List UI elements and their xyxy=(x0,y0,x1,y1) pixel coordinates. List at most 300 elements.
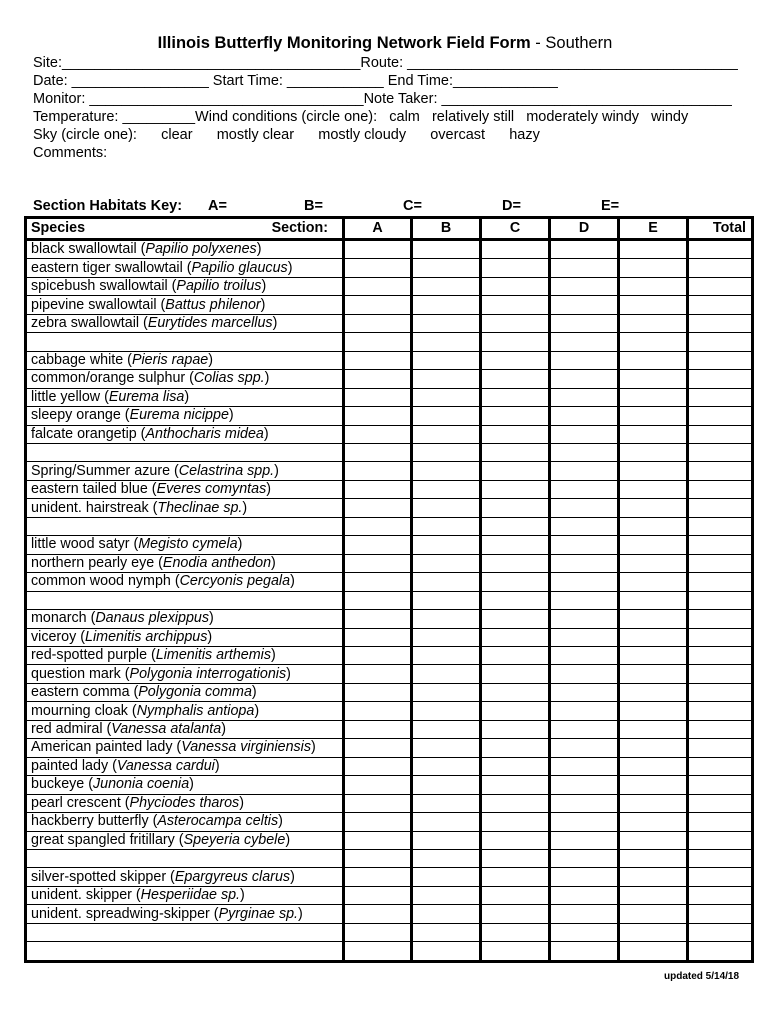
count-cell-e[interactable] xyxy=(619,849,688,867)
count-cell-d[interactable] xyxy=(550,407,619,425)
count-cell-total[interactable] xyxy=(688,646,753,664)
count-cell-e[interactable] xyxy=(619,591,688,609)
count-cell-e[interactable] xyxy=(619,739,688,757)
species-latin-name: Junonia coenia xyxy=(92,776,190,793)
count-cell-c[interactable] xyxy=(481,831,550,849)
count-cell-total[interactable] xyxy=(688,702,753,720)
habitat-key-b[interactable]: B= xyxy=(304,198,323,214)
count-cell-e[interactable] xyxy=(619,259,688,277)
count-cell-b[interactable] xyxy=(412,499,481,517)
count-cell-d[interactable] xyxy=(550,739,619,757)
count-cell-total[interactable] xyxy=(688,905,753,923)
count-cell-e[interactable] xyxy=(619,407,688,425)
count-cell-total[interactable] xyxy=(688,849,753,867)
count-cell-e[interactable] xyxy=(619,628,688,646)
species-latin-name: Eurema lisa xyxy=(108,388,185,405)
count-cell-b[interactable] xyxy=(412,573,481,591)
count-cell-total[interactable] xyxy=(688,536,753,554)
species-common-name: Spring/Summer azure ( xyxy=(31,462,179,479)
count-cell-b[interactable] xyxy=(412,333,481,351)
count-cell-d[interactable] xyxy=(550,720,619,738)
habitat-key-c[interactable]: C= xyxy=(403,198,422,214)
count-cell-d[interactable] xyxy=(550,554,619,572)
count-cell-c[interactable] xyxy=(481,757,550,775)
species-common-name: eastern tailed blue ( xyxy=(31,481,157,498)
species-latin-name: Speyeria cybele xyxy=(183,831,286,848)
species-latin-name: Celastrina spp. xyxy=(178,462,275,479)
species-name-close: ) xyxy=(272,315,278,332)
count-cell-c[interactable] xyxy=(481,573,550,591)
species-latin-name: Vanessa cardui xyxy=(116,757,215,774)
habitat-key-d[interactable]: D= xyxy=(502,198,521,214)
count-cell-c[interactable] xyxy=(481,259,550,277)
count-cell-b[interactable] xyxy=(412,794,481,812)
count-cell-d[interactable] xyxy=(550,499,619,517)
table-row xyxy=(26,425,753,443)
count-cell-e[interactable] xyxy=(619,351,688,369)
count-cell-c[interactable] xyxy=(481,240,550,259)
count-cell-d[interactable] xyxy=(550,646,619,664)
count-cell-b[interactable] xyxy=(412,942,481,962)
count-cell-a[interactable] xyxy=(344,683,412,701)
count-cell-d[interactable] xyxy=(550,942,619,962)
count-cell-total[interactable] xyxy=(688,351,753,369)
count-cell-total[interactable] xyxy=(688,444,753,462)
count-cell-total[interactable] xyxy=(688,462,753,480)
count-cell-a[interactable] xyxy=(344,665,412,683)
count-cell-a[interactable] xyxy=(344,536,412,554)
count-cell-e[interactable] xyxy=(619,905,688,923)
count-cell-e[interactable] xyxy=(619,702,688,720)
count-cell-b[interactable] xyxy=(412,831,481,849)
count-cell-a[interactable] xyxy=(344,240,412,259)
species-latin-name: Colias spp. xyxy=(193,370,265,387)
species-cell xyxy=(26,351,344,369)
count-cell-d[interactable] xyxy=(550,314,619,332)
table-row xyxy=(26,499,753,517)
table-row xyxy=(26,573,753,591)
count-cell-e[interactable] xyxy=(619,296,688,314)
species-name-close: ) xyxy=(221,721,226,738)
count-cell-b[interactable] xyxy=(412,757,481,775)
species-latin-name: Polygonia comma xyxy=(138,684,252,701)
table-row xyxy=(26,794,753,812)
habitats-key-label: Section Habitats Key: xyxy=(33,198,183,214)
temperature-wind-line[interactable]: Temperature: _________Wind conditions (circle one): calm relatively still moderately windy windy xyxy=(33,109,689,125)
count-cell-a[interactable] xyxy=(344,628,412,646)
count-cell-d[interactable] xyxy=(550,333,619,351)
count-cell-b[interactable] xyxy=(412,739,481,757)
count-cell-a[interactable] xyxy=(344,720,412,738)
species-name-close: ) xyxy=(266,481,271,498)
count-cell-a[interactable] xyxy=(344,813,412,831)
species-cell xyxy=(26,240,344,259)
table-row xyxy=(26,351,753,369)
count-cell-c[interactable] xyxy=(481,849,550,867)
count-cell-e[interactable] xyxy=(619,277,688,295)
count-cell-a[interactable] xyxy=(344,591,412,609)
count-cell-total[interactable] xyxy=(688,425,753,443)
count-cell-a[interactable] xyxy=(344,739,412,757)
count-cell-b[interactable] xyxy=(412,849,481,867)
count-cell-e[interactable] xyxy=(619,776,688,794)
count-cell-e[interactable] xyxy=(619,388,688,406)
count-cell-b[interactable] xyxy=(412,314,481,332)
count-cell-c[interactable] xyxy=(481,370,550,388)
count-cell-a[interactable] xyxy=(344,296,412,314)
table-row xyxy=(26,591,753,609)
count-cell-a[interactable] xyxy=(344,314,412,332)
count-cell-total[interactable] xyxy=(688,370,753,388)
count-cell-a[interactable] xyxy=(344,868,412,886)
comments-line[interactable]: Comments: xyxy=(33,145,108,161)
count-cell-total[interactable] xyxy=(688,813,753,831)
count-cell-e[interactable] xyxy=(619,794,688,812)
count-cell-d[interactable] xyxy=(550,277,619,295)
count-cell-d[interactable] xyxy=(550,240,619,259)
species-common-name: American painted lady ( xyxy=(31,739,182,756)
species-latin-name: Enodia anthedon xyxy=(162,554,272,571)
count-cell-a[interactable] xyxy=(344,831,412,849)
count-cell-total[interactable] xyxy=(688,554,753,572)
count-cell-d[interactable] xyxy=(550,757,619,775)
count-cell-a[interactable] xyxy=(344,702,412,720)
count-cell-b[interactable] xyxy=(412,259,481,277)
count-cell-c[interactable] xyxy=(481,351,550,369)
count-cell-d[interactable] xyxy=(550,794,619,812)
species-latin-name: Hesperiidae sp. xyxy=(140,887,241,904)
count-cell-c[interactable] xyxy=(481,923,550,941)
count-cell-b[interactable] xyxy=(412,277,481,295)
count-cell-b[interactable] xyxy=(412,536,481,554)
count-cell-e[interactable] xyxy=(619,886,688,904)
count-cell-d[interactable] xyxy=(550,665,619,683)
count-cell-d[interactable] xyxy=(550,462,619,480)
count-cell-e[interactable] xyxy=(619,517,688,535)
count-cell-b[interactable] xyxy=(412,591,481,609)
species-common-name: cabbage white ( xyxy=(31,351,132,368)
count-cell-b[interactable] xyxy=(412,720,481,738)
count-cell-a[interactable] xyxy=(344,757,412,775)
count-cell-c[interactable] xyxy=(481,868,550,886)
count-cell-e[interactable] xyxy=(619,333,688,351)
count-cell-c[interactable] xyxy=(481,499,550,517)
species-common-name: red-spotted purple ( xyxy=(31,647,156,664)
column-header-b: B xyxy=(412,218,481,240)
count-cell-a[interactable] xyxy=(344,610,412,628)
count-cell-e[interactable] xyxy=(619,314,688,332)
count-cell-c[interactable] xyxy=(481,407,550,425)
species-common-name: little yellow ( xyxy=(31,388,109,405)
count-cell-c[interactable] xyxy=(481,554,550,572)
habitat-key-e[interactable]: E= xyxy=(601,198,620,214)
count-cell-d[interactable] xyxy=(550,388,619,406)
count-cell-a[interactable] xyxy=(344,259,412,277)
count-cell-e[interactable] xyxy=(619,499,688,517)
count-cell-c[interactable] xyxy=(481,886,550,904)
species-header xyxy=(26,218,344,240)
count-cell-e[interactable] xyxy=(619,536,688,554)
count-cell-b[interactable] xyxy=(412,628,481,646)
count-cell-c[interactable] xyxy=(481,536,550,554)
count-cell-c[interactable] xyxy=(481,425,550,443)
count-cell-b[interactable] xyxy=(412,517,481,535)
count-cell-a[interactable] xyxy=(344,480,412,498)
count-cell-c[interactable] xyxy=(481,665,550,683)
count-cell-c[interactable] xyxy=(481,720,550,738)
count-cell-e[interactable] xyxy=(619,813,688,831)
count-cell-d[interactable] xyxy=(550,683,619,701)
count-cell-a[interactable] xyxy=(344,923,412,941)
count-cell-total[interactable] xyxy=(688,314,753,332)
count-cell-d[interactable] xyxy=(550,573,619,591)
count-cell-d[interactable] xyxy=(550,370,619,388)
count-cell-a[interactable] xyxy=(344,517,412,535)
count-cell-total[interactable] xyxy=(688,794,753,812)
species-common-name: common wood nymph ( xyxy=(31,573,180,590)
count-cell-c[interactable] xyxy=(481,517,550,535)
count-cell-e[interactable] xyxy=(619,610,688,628)
count-cell-e[interactable] xyxy=(619,683,688,701)
count-cell-total[interactable] xyxy=(688,591,753,609)
count-cell-e[interactable] xyxy=(619,923,688,941)
count-cell-total[interactable] xyxy=(688,739,753,757)
count-cell-total[interactable] xyxy=(688,573,753,591)
table-row xyxy=(26,388,753,406)
count-cell-d[interactable] xyxy=(550,536,619,554)
sky-line[interactable]: Sky (circle one): clear mostly clear mostly cloudy overcast hazy xyxy=(33,127,540,143)
count-cell-total[interactable] xyxy=(688,240,753,259)
count-cell-a[interactable] xyxy=(344,425,412,443)
count-cell-d[interactable] xyxy=(550,849,619,867)
count-cell-b[interactable] xyxy=(412,905,481,923)
species-latin-name: Vanessa atalanta xyxy=(111,721,222,738)
count-cell-b[interactable] xyxy=(412,702,481,720)
count-cell-total[interactable] xyxy=(688,259,753,277)
count-cell-b[interactable] xyxy=(412,351,481,369)
species-common-name: viceroy ( xyxy=(31,628,86,645)
count-cell-b[interactable] xyxy=(412,240,481,259)
count-cell-c[interactable] xyxy=(481,277,550,295)
count-cell-a[interactable] xyxy=(344,407,412,425)
count-cell-a[interactable] xyxy=(344,573,412,591)
count-cell-e[interactable] xyxy=(619,554,688,572)
count-cell-total[interactable] xyxy=(688,776,753,794)
count-cell-d[interactable] xyxy=(550,425,619,443)
species-cell xyxy=(26,923,344,941)
count-cell-a[interactable] xyxy=(344,849,412,867)
count-cell-b[interactable] xyxy=(412,407,481,425)
count-cell-e[interactable] xyxy=(619,757,688,775)
count-cell-b[interactable] xyxy=(412,813,481,831)
count-cell-total[interactable] xyxy=(688,683,753,701)
count-cell-a[interactable] xyxy=(344,462,412,480)
count-cell-total[interactable] xyxy=(688,277,753,295)
count-cell-d[interactable] xyxy=(550,923,619,941)
count-cell-a[interactable] xyxy=(344,333,412,351)
count-cell-total[interactable] xyxy=(688,610,753,628)
count-cell-e[interactable] xyxy=(619,573,688,591)
count-cell-e[interactable] xyxy=(619,370,688,388)
count-cell-c[interactable] xyxy=(481,776,550,794)
count-cell-b[interactable] xyxy=(412,425,481,443)
count-cell-d[interactable] xyxy=(550,813,619,831)
count-cell-a[interactable] xyxy=(344,942,412,962)
count-cell-c[interactable] xyxy=(481,794,550,812)
count-cell-b[interactable] xyxy=(412,480,481,498)
count-cell-c[interactable] xyxy=(481,905,550,923)
species-cell xyxy=(26,794,344,812)
count-cell-total[interactable] xyxy=(688,333,753,351)
species-name-close: ) xyxy=(254,702,260,719)
count-cell-b[interactable] xyxy=(412,462,481,480)
count-cell-b[interactable] xyxy=(412,444,481,462)
count-cell-total[interactable] xyxy=(688,942,753,962)
count-cell-d[interactable] xyxy=(550,776,619,794)
count-cell-a[interactable] xyxy=(344,794,412,812)
count-cell-d[interactable] xyxy=(550,351,619,369)
count-cell-b[interactable] xyxy=(412,868,481,886)
species-common-name: eastern comma ( xyxy=(31,684,139,701)
count-cell-d[interactable] xyxy=(550,610,619,628)
count-cell-total[interactable] xyxy=(688,831,753,849)
count-cell-total[interactable] xyxy=(688,757,753,775)
count-cell-b[interactable] xyxy=(412,683,481,701)
count-cell-d[interactable] xyxy=(550,905,619,923)
count-cell-total[interactable] xyxy=(688,480,753,498)
count-cell-c[interactable] xyxy=(481,942,550,962)
count-cell-b[interactable] xyxy=(412,610,481,628)
monitor-notetaker-line[interactable]: Monitor: __________________________________Note Taker: ____________________________________ xyxy=(33,91,732,107)
count-cell-d[interactable] xyxy=(550,296,619,314)
species-cell xyxy=(26,259,344,277)
count-cell-total[interactable] xyxy=(688,388,753,406)
count-cell-b[interactable] xyxy=(412,776,481,794)
count-cell-c[interactable] xyxy=(481,462,550,480)
table-row xyxy=(26,739,753,757)
count-cell-c[interactable] xyxy=(481,813,550,831)
species-name-close: ) xyxy=(260,296,266,313)
count-cell-d[interactable] xyxy=(550,831,619,849)
species-common-name: monarch ( xyxy=(31,610,96,627)
date-time-line[interactable]: Date: _________________ Start Time: ____________ End Time:_____________ xyxy=(33,73,558,89)
count-cell-d[interactable] xyxy=(550,886,619,904)
count-cell-c[interactable] xyxy=(481,314,550,332)
count-cell-a[interactable] xyxy=(344,776,412,794)
count-cell-d[interactable] xyxy=(550,517,619,535)
species-cell xyxy=(26,849,344,867)
count-cell-a[interactable] xyxy=(344,646,412,664)
count-cell-b[interactable] xyxy=(412,665,481,683)
count-cell-d[interactable] xyxy=(550,591,619,609)
count-cell-c[interactable] xyxy=(481,702,550,720)
species-cell xyxy=(26,480,344,498)
count-cell-total[interactable] xyxy=(688,517,753,535)
species-name-close: ) xyxy=(298,905,303,922)
count-cell-c[interactable] xyxy=(481,591,550,609)
count-cell-a[interactable] xyxy=(344,277,412,295)
count-cell-d[interactable] xyxy=(550,868,619,886)
count-cell-d[interactable] xyxy=(550,444,619,462)
table-row xyxy=(26,259,753,277)
table-row xyxy=(26,905,753,923)
count-cell-a[interactable] xyxy=(344,370,412,388)
count-cell-total[interactable] xyxy=(688,665,753,683)
count-cell-c[interactable] xyxy=(481,628,550,646)
count-cell-a[interactable] xyxy=(344,905,412,923)
count-cell-e[interactable] xyxy=(619,831,688,849)
count-cell-a[interactable] xyxy=(344,351,412,369)
site-route-line[interactable]: Site:_____________________________________Route: _________________________________________ xyxy=(33,55,738,71)
count-cell-e[interactable] xyxy=(619,868,688,886)
count-cell-c[interactable] xyxy=(481,610,550,628)
count-cell-e[interactable] xyxy=(619,444,688,462)
table-row xyxy=(26,407,753,425)
count-cell-c[interactable] xyxy=(481,296,550,314)
count-cell-e[interactable] xyxy=(619,665,688,683)
count-cell-a[interactable] xyxy=(344,499,412,517)
count-cell-total[interactable] xyxy=(688,499,753,517)
species-name-close: ) xyxy=(214,757,220,774)
count-cell-total[interactable] xyxy=(688,923,753,941)
count-cell-b[interactable] xyxy=(412,886,481,904)
species-latin-name: Papilio polyxenes xyxy=(145,241,257,258)
count-cell-a[interactable] xyxy=(344,886,412,904)
count-cell-b[interactable] xyxy=(412,296,481,314)
count-cell-total[interactable] xyxy=(688,296,753,314)
count-cell-d[interactable] xyxy=(550,702,619,720)
count-cell-total[interactable] xyxy=(688,720,753,738)
habitat-key-a[interactable]: A= xyxy=(208,198,227,214)
count-cell-c[interactable] xyxy=(481,333,550,351)
count-cell-c[interactable] xyxy=(481,480,550,498)
species-cell xyxy=(26,665,344,683)
count-cell-e[interactable] xyxy=(619,480,688,498)
count-cell-c[interactable] xyxy=(481,739,550,757)
count-cell-e[interactable] xyxy=(619,425,688,443)
count-cell-b[interactable] xyxy=(412,923,481,941)
count-cell-c[interactable] xyxy=(481,388,550,406)
count-cell-a[interactable] xyxy=(344,554,412,572)
species-common-name: hackberry butterfly ( xyxy=(31,813,158,830)
count-cell-b[interactable] xyxy=(412,646,481,664)
count-cell-total[interactable] xyxy=(688,868,753,886)
species-cell xyxy=(26,886,344,904)
count-cell-d[interactable] xyxy=(550,480,619,498)
count-cell-c[interactable] xyxy=(481,444,550,462)
table-row xyxy=(26,314,753,332)
count-cell-d[interactable] xyxy=(550,259,619,277)
count-cell-total[interactable] xyxy=(688,407,753,425)
count-cell-e[interactable] xyxy=(619,462,688,480)
column-header-c: C xyxy=(481,218,550,240)
count-cell-total[interactable] xyxy=(688,886,753,904)
count-cell-d[interactable] xyxy=(550,628,619,646)
count-cell-b[interactable] xyxy=(412,370,481,388)
count-cell-c[interactable] xyxy=(481,646,550,664)
count-cell-e[interactable] xyxy=(619,240,688,259)
species-common-name: unident. hairstreak ( xyxy=(31,499,158,516)
count-cell-e[interactable] xyxy=(619,720,688,738)
count-cell-e[interactable] xyxy=(619,646,688,664)
count-cell-b[interactable] xyxy=(412,388,481,406)
count-cell-a[interactable] xyxy=(344,444,412,462)
count-cell-c[interactable] xyxy=(481,683,550,701)
count-cell-a[interactable] xyxy=(344,388,412,406)
count-cell-e[interactable] xyxy=(619,942,688,962)
count-cell-b[interactable] xyxy=(412,554,481,572)
count-cell-total[interactable] xyxy=(688,628,753,646)
